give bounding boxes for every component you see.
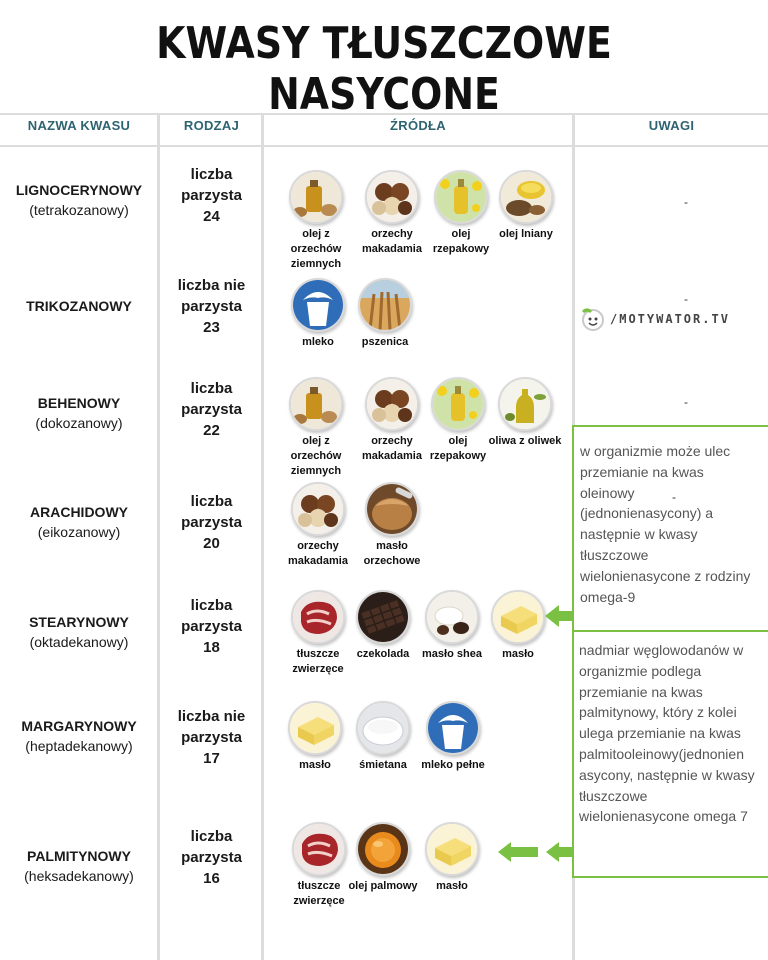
source-label: oliwa z oliwek <box>488 435 562 447</box>
note-line: omega-9 <box>580 588 636 605</box>
acid-alt-name: (heptadekanowy) <box>25 738 133 754</box>
palm-oil-icon <box>356 822 410 876</box>
source-label: masło <box>299 759 331 771</box>
cream-icon <box>356 701 410 755</box>
note-line: (jednonienasycony) a <box>580 505 714 522</box>
acid-type-cell <box>160 595 263 658</box>
page-title: KWASY TŁUSZCZOWE NASYCONE <box>156 18 612 120</box>
source-label: mleko <box>302 336 334 348</box>
acid-type-cell <box>160 491 263 554</box>
source-label: masło shea <box>422 648 482 660</box>
butter-icon <box>491 590 545 644</box>
header-notes: UWAGI <box>648 118 695 133</box>
source-item <box>343 701 423 773</box>
note-line: tłuszczowe <box>580 546 649 563</box>
note-line: wielonienasycone omega 7 <box>579 808 748 825</box>
source-label: olej z orzechów <box>290 435 342 462</box>
source-item <box>352 170 432 257</box>
header-sources: ŹRÓDŁA <box>390 118 446 133</box>
source-label: orzechy <box>371 435 413 447</box>
acid-alt-name: (heksadekanowy) <box>24 868 134 884</box>
type-line: liczba <box>190 493 233 510</box>
source-label: orzechy <box>297 540 339 552</box>
source-item <box>343 590 423 662</box>
type-line: parzysta <box>181 187 242 204</box>
source-label: masło <box>502 648 534 660</box>
source-label: rzepakowy <box>432 243 490 255</box>
source-item <box>278 482 358 569</box>
watermark-text: /MOTYWATOR.TV <box>610 312 730 326</box>
source-label: masło <box>376 540 408 552</box>
note-line: przemianie na kwas <box>580 463 704 480</box>
note-line: palmitooleinowy(jednonien <box>579 745 744 762</box>
meat-icon <box>292 822 346 876</box>
type-line: liczba nie <box>177 708 246 725</box>
acid-alt-name: (oktadekanowy) <box>29 634 129 650</box>
acid-name-cell <box>0 296 158 316</box>
acid-type-cell <box>160 164 263 227</box>
note-dash: - <box>684 395 688 409</box>
type-line: liczba <box>190 380 233 397</box>
butter-icon <box>425 822 479 876</box>
source-item <box>486 170 566 242</box>
acid-alt-name: (eikozanowy) <box>37 524 121 540</box>
acid-name-cell <box>0 180 158 220</box>
source-label: zwierzęce <box>292 663 344 675</box>
shea-butter-icon <box>425 590 479 644</box>
note-text-oleic <box>580 441 750 607</box>
linseed-oil-icon <box>499 170 553 224</box>
rapeseed-oil-icon <box>431 377 485 431</box>
type-line: liczba nie <box>177 277 246 294</box>
note-line: ulega przemianie na kwas <box>579 725 741 742</box>
source-item <box>343 822 423 894</box>
note-text-palmitic <box>579 640 755 827</box>
milk-icon <box>426 701 480 755</box>
source-label: orzechowe <box>363 555 421 567</box>
olive-oil-icon <box>498 377 552 431</box>
source-label: mleko pełne <box>421 759 485 771</box>
source-label: śmietana <box>359 759 407 771</box>
source-label: olej z orzechów <box>290 228 342 255</box>
note-line: asycony, następnie w kwasy <box>579 766 755 783</box>
type-line: parzysta <box>181 401 242 418</box>
type-line: liczba <box>190 828 233 845</box>
type-line: 23 <box>203 319 220 336</box>
acid-name: STEARYNOWY <box>29 614 129 630</box>
source-label: olej <box>448 435 468 447</box>
type-line: liczba <box>190 597 233 614</box>
acid-type-cell <box>160 826 263 889</box>
acid-name: PALMITYNOWY <box>27 848 131 864</box>
note-dash: - <box>684 292 688 306</box>
note-line: organizmie podlega <box>579 662 702 679</box>
note-line: w organizmie może ulec <box>580 443 731 459</box>
acid-name-cell <box>0 612 158 652</box>
source-label: czekolada <box>356 648 410 660</box>
type-line: 17 <box>203 750 220 767</box>
type-line: 22 <box>203 422 220 439</box>
macadamia-nuts-icon <box>291 482 345 536</box>
chocolate-icon <box>356 590 410 644</box>
macadamia-nuts-icon <box>365 377 419 431</box>
source-label: tłuszcze <box>296 648 340 660</box>
milk-icon <box>291 278 345 332</box>
header-name: NAZWA KWASU <box>27 118 131 133</box>
note-line: przemianie na kwas <box>579 683 703 700</box>
note-line: nadmiar węglowodanów w <box>579 642 744 658</box>
source-item <box>485 377 565 449</box>
type-line: parzysta <box>181 514 242 531</box>
source-label: rzepakowy <box>429 450 487 462</box>
acid-name: TRIKOZANOWY <box>26 298 132 314</box>
type-line: 16 <box>203 870 220 887</box>
acid-name-cell <box>0 716 158 756</box>
header-type: RODZAJ <box>183 118 240 133</box>
source-item <box>352 482 432 569</box>
type-line: 24 <box>203 208 220 225</box>
acid-name: BEHENOWY <box>37 395 121 411</box>
rapeseed-oil-icon <box>434 170 488 224</box>
source-label: makadamia <box>288 555 348 567</box>
type-line: parzysta <box>181 618 242 635</box>
acid-name-cell <box>0 393 158 433</box>
type-line: parzysta <box>181 298 242 315</box>
source-item <box>412 822 492 894</box>
source-item <box>276 170 356 272</box>
acid-name-cell <box>0 502 158 542</box>
acid-name-cell <box>0 846 158 886</box>
source-label: ziemnych <box>290 465 342 477</box>
peanut-butter-icon <box>365 482 419 536</box>
type-line: 20 <box>203 535 220 552</box>
note-line: palmitynowy, który z kolei <box>579 704 737 721</box>
source-label: olej <box>451 228 471 240</box>
type-line: parzysta <box>181 849 242 866</box>
note-dash: - <box>684 195 688 209</box>
acid-type-cell <box>160 275 263 338</box>
note-line: tłuszczowe <box>579 787 648 804</box>
note-line: następnie w kwasy <box>580 526 698 543</box>
source-item <box>345 278 425 350</box>
peanut-oil-icon <box>289 170 343 224</box>
acid-name: MARGARYNOWY <box>21 718 137 734</box>
acid-type-cell <box>160 378 263 441</box>
macadamia-nuts-icon <box>365 170 419 224</box>
source-label: zwierzęce <box>293 895 345 907</box>
source-label: ziemnych <box>290 258 342 270</box>
source-item <box>276 377 356 479</box>
acid-name: LIGNOCERYNOWY <box>15 182 143 198</box>
wheat-icon <box>358 278 412 332</box>
meat-icon <box>291 590 345 644</box>
type-line: liczba <box>190 166 233 183</box>
source-label: tłuszcze <box>297 880 341 892</box>
watermark-logo-icon <box>580 306 608 337</box>
type-line: parzysta <box>181 729 242 746</box>
arrow-left-icon <box>498 840 538 864</box>
acid-type-cell <box>160 706 263 769</box>
source-label: olej palmowy <box>348 880 418 892</box>
source-label: makadamia <box>362 450 422 462</box>
note-line: wielonienasycone z rodziny <box>580 567 751 584</box>
acid-alt-name: (dokozanowy) <box>35 415 123 431</box>
source-label: pszenica <box>361 336 409 348</box>
source-item <box>413 701 493 773</box>
butter-icon <box>288 701 342 755</box>
note-line: oleinowy <box>580 484 635 501</box>
source-label: masło <box>436 880 468 892</box>
source-label: olej lniany <box>499 228 553 240</box>
acid-name: ARACHIDOWY <box>30 504 128 520</box>
peanut-oil-icon <box>289 377 343 431</box>
note-dash: - <box>672 490 676 504</box>
source-label: makadamia <box>362 243 422 255</box>
type-line: 18 <box>203 639 220 656</box>
source-label: orzechy <box>371 228 413 240</box>
acid-alt-name: (tetrakozanowy) <box>29 202 129 218</box>
